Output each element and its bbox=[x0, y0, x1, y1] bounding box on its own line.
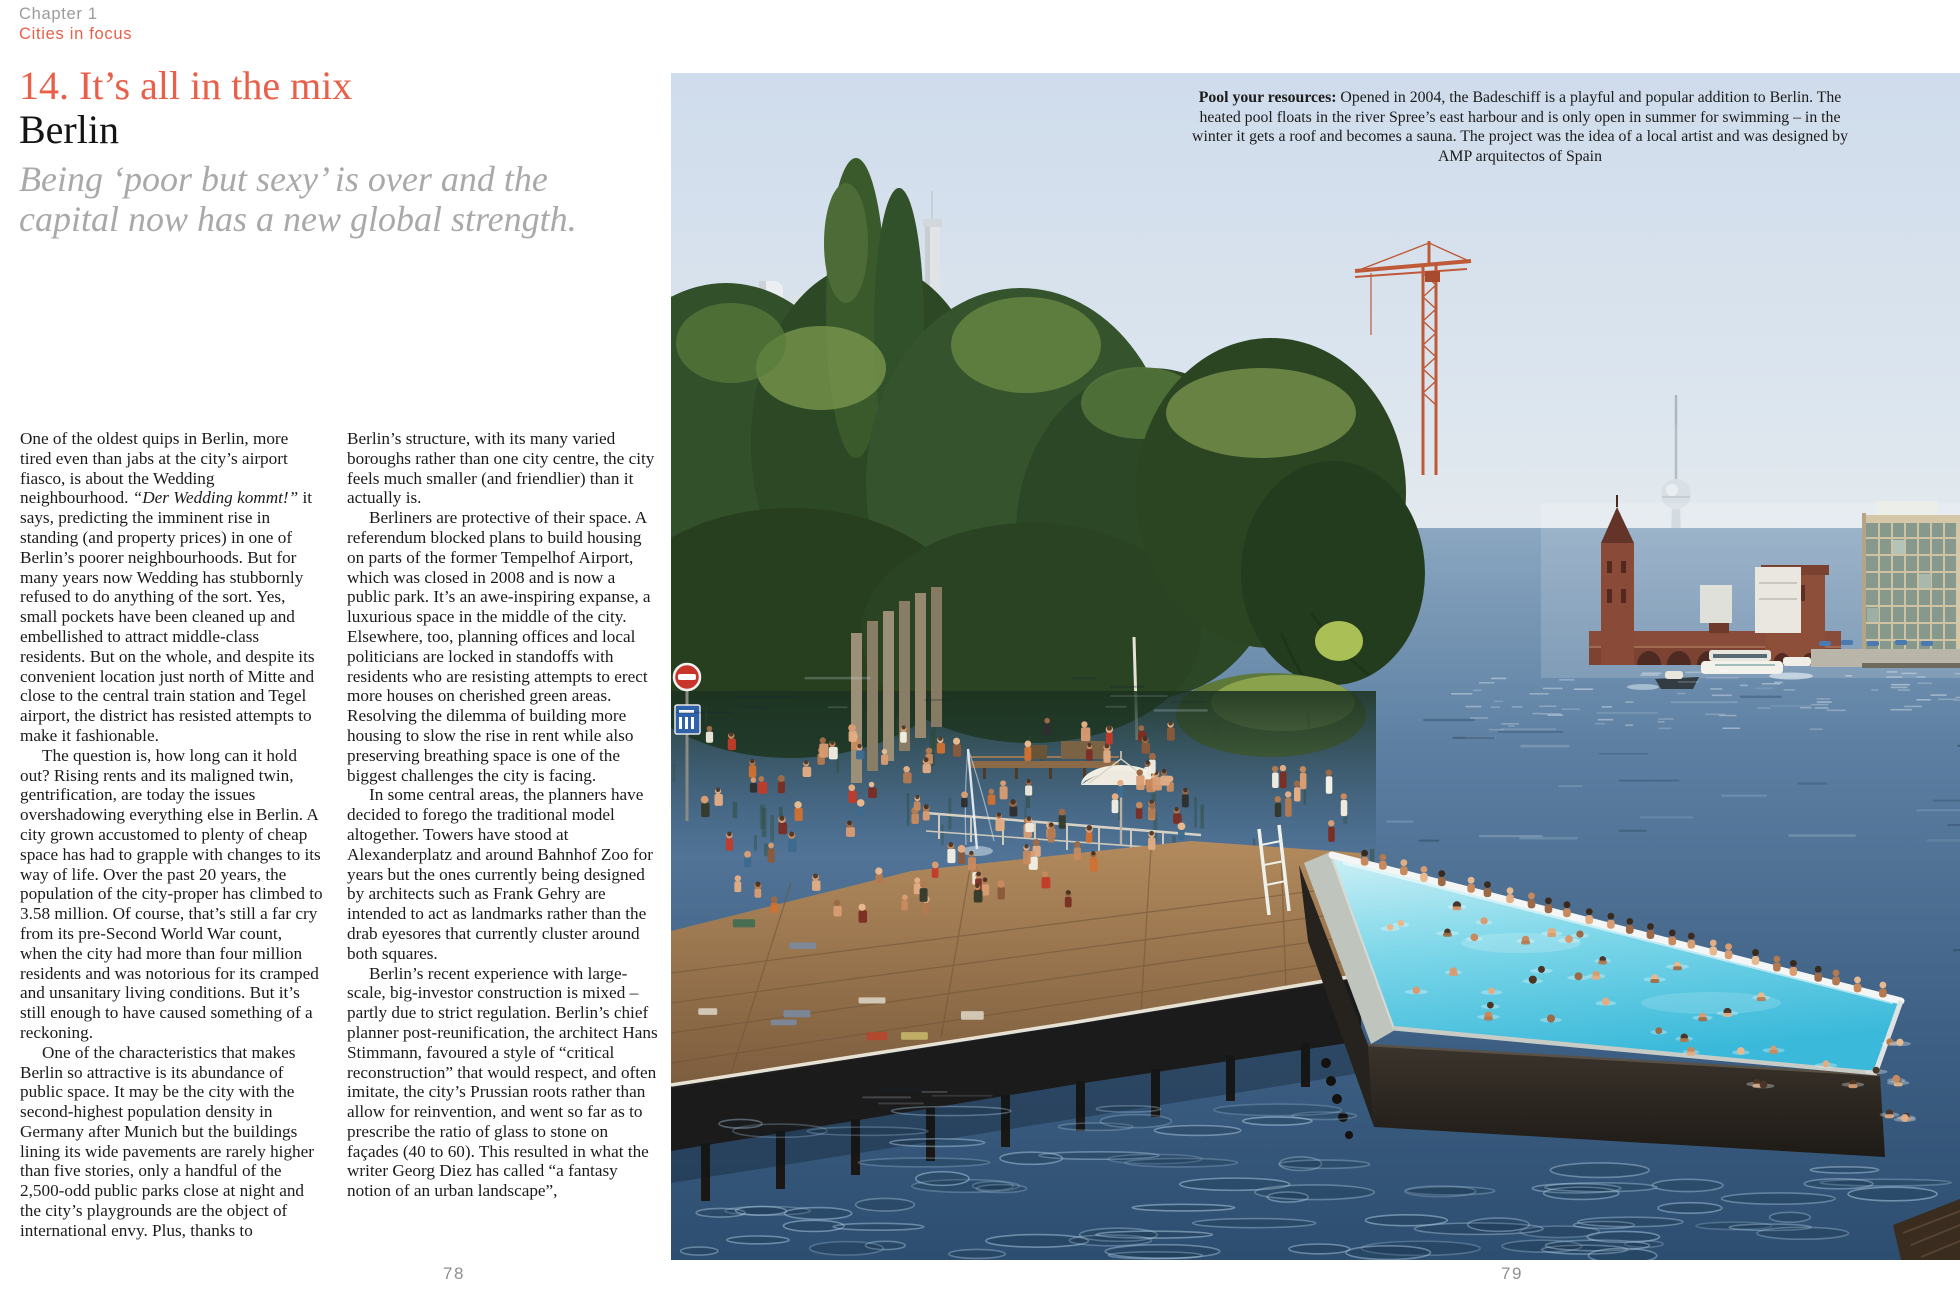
body-paragraph: In some central areas, the planners have decided to forego the traditional model altogether. Towers have stood at Alexanderplatz and around Bahnhof Zoo for years but the ones currently being designed by architects such as Frank Gehry are intended to act as landmarks rather than the drab eyesores that currently cluster around both squares. bbox=[347, 785, 653, 963]
dek-line-1: Being ‘poor but sexy’ is over and the bbox=[19, 159, 548, 199]
page-number-right: 79 bbox=[1501, 1264, 1523, 1283]
section-label: Cities in focus bbox=[19, 25, 133, 43]
photo-caption bbox=[1190, 88, 1850, 166]
chapter-label: Chapter 1 bbox=[19, 5, 98, 23]
body-column-2 bbox=[347, 429, 660, 1201]
tree-reflection bbox=[671, 691, 1376, 856]
body-paragraph: The question is, how long can it hold out? Rising rents and its maligned twin, gentrification, are today the issues overshadowing everything else in Berlin. A city grown accustomed to plenty of cheap space has had to grapple with changes to its way of life. Over the past 20 years, the population of the city-proper has climbed to 3.58 million. Of course, that’s still a far cry from its pre-Second World War count, when the city had more than four million residents and was notorious for its cramped and unsanitary living conditions. But it’s still enough to have caused something of a reckoning. bbox=[20, 745, 323, 1042]
body-paragraph: Berlin’s structure, with its many varied boroughs rather than one city centre, the city feels much smaller (and friendlier) than it actually is. bbox=[347, 429, 655, 508]
article-title: 14. It’s all in the mix bbox=[19, 63, 353, 108]
city-title: Berlin bbox=[19, 107, 119, 152]
article-dek bbox=[19, 159, 577, 239]
body-column-1 bbox=[20, 429, 323, 1241]
page-kicker bbox=[19, 4, 132, 44]
dek-line-2: capital now has a new global strength. bbox=[19, 199, 577, 239]
badeschiff-photo bbox=[671, 73, 1960, 1260]
caption-lead: Pool your resources: bbox=[1198, 89, 1337, 106]
page-number-left: 78 bbox=[443, 1264, 465, 1283]
body-paragraph: Berlin’s recent experience with large-scale, big-investor construction is mixed – partly due to strict regulation. Berlin’s chief planner post-reunification, the architect Hans Stimmann, favoured a style of “critical reconstruction” that would respect, and often imitate, the city’s Prussian roots rather than allow for reinvention, and went so far as to prescribe the ratio of glass to stone on façades (40 to 60). This resulted in what the writer Georg Diez has called “a fantasy notion of an urban landscape”, bbox=[347, 963, 658, 1201]
body-paragraph: One of the oldest quips in Berlin, more tired even than jabs at the city’s airport fiasco, is about the Wedding neighbourhood. “Der Wedding kommt!” it says, predicting the imminent rise in standing (and property prices) in one of Berlin’s poorer neighbourhoods. But for many years now Wedding has stubbornly refused to do anything of the sort. Yes, small pockets have been cleaned up and embellished to attract middle-class residents. But on the whole, and despite its convenient location just north of Mitte and close to the central train station and Tegel airport, the district has resisted attempts to make it fashionable. bbox=[20, 429, 315, 745]
body-paragraph: Berliners are protective of their space. A referendum blocked plans to build housing on parts of the former Tempelhof Airport, which was closed in 2008 and is now a public park. It’s an awe-inspiring expanse, a luxurious space in the middle of the city. Elsewhere, too, planning offices and local politicians are locked in standoffs with residents who are resisting attempts to erect more houses on cherished green areas. Resolving the dilemma of building more housing to slow the rise in rent while also preserving breathing space is one of the biggest challenges the city is facing. bbox=[347, 508, 651, 785]
caption-text: Opened in 2004, the Badeschiff is a playful and popular addition to Berlin. The heated pool floats in the river Spree’s east harbour and is only open in summer for swimming – in the winter it gets a roof and becomes a sauna. The project was the idea of a local artist and was designed by AMP arquitectos of Spain bbox=[1192, 89, 1848, 165]
body-paragraph: One of the characteristics that makes Berlin so attractive is its abundance of public space. It may be the city with the second-highest population density in Germany after Munich but the buildings lining its wide pavements are rarely higher than five stories, only a handful of the 2,500-odd public parks close at night and the city’s playgrounds are the object of international envy. Plus, thanks to bbox=[20, 1042, 315, 1240]
article-title-block bbox=[19, 64, 577, 239]
photo-scene bbox=[671, 73, 1960, 1260]
